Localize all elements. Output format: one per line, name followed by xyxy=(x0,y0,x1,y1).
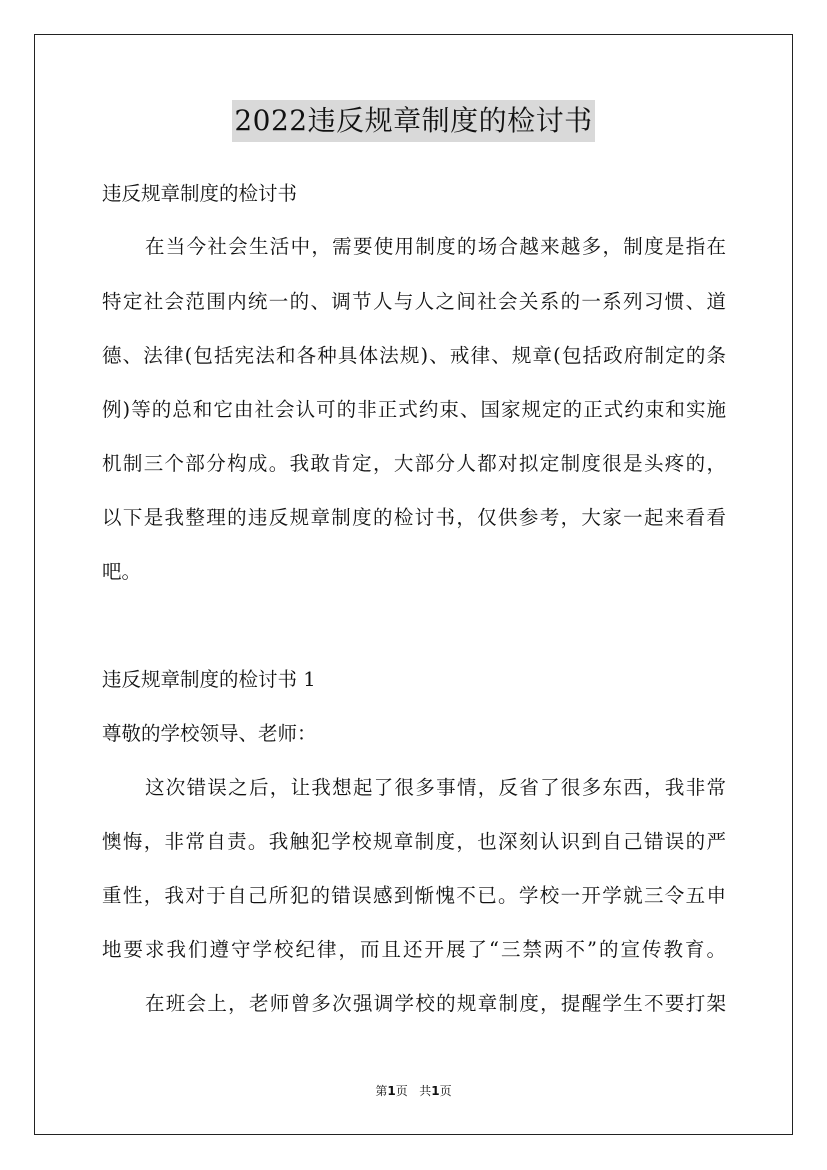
intro-line: 以下是我整理的违反规章制度的检讨书，仅供参考，大家一起来看看 xyxy=(102,506,726,529)
body-line: 这次错误之后，让我想起了很多事情，反省了很多东西，我非常 xyxy=(145,776,726,799)
body-line: 重性，我对于自己所犯的错误感到惭愧不已。学校一开学就三令五申 xyxy=(102,884,726,907)
section-heading: 违反规章制度的检讨书 1 xyxy=(102,668,316,691)
footer-page-number: 1 xyxy=(387,1084,396,1098)
footer-page-suffix: 页 xyxy=(395,1084,408,1098)
intro-line: 特定社会范围内统一的、调节人与人之间社会关系的一系列习惯、道 xyxy=(102,290,726,313)
body-line: 在班会上，老师曾多次强调学校的规章制度，提醒学生不要打架 xyxy=(145,992,726,1015)
footer-total-number: 1 xyxy=(431,1084,440,1098)
intro-line: 机制三个部分构成。我敢肯定，大部分人都对拟定制度很是头疼的， xyxy=(102,452,726,475)
salutation: 尊敬的学校领导、老师： xyxy=(102,722,317,745)
footer-total-suffix: 页 xyxy=(439,1084,452,1098)
intro-line: 在当今社会生活中，需要使用制度的场合越来越多，制度是指在 xyxy=(145,235,726,258)
intro-line: 例)等的总和它由社会认可的非正式约束、国家规定的正式约束和实施 xyxy=(102,398,726,421)
subtitle: 违反规章制度的检讨书 xyxy=(102,182,298,205)
document-title: 2022违反规章制度的检讨书 xyxy=(232,100,594,142)
title-block xyxy=(0,100,827,142)
footer-total-prefix: 共 xyxy=(419,1084,432,1098)
footer-page-prefix: 第 xyxy=(375,1084,388,1098)
intro-line: 德、法律(包括宪法和各种具体法规)、戒律、规章(包括政府制定的条 xyxy=(102,344,726,367)
body-line: 地要求我们遵守学校纪律，而且还开展了“三禁两不”的宣传教育。 xyxy=(102,938,726,961)
page-footer xyxy=(0,1082,827,1099)
body-line: 懊悔，非常自责。我触犯学校规章制度，也深刻认识到自己错误的严 xyxy=(102,830,726,853)
intro-line: 吧。 xyxy=(102,560,142,583)
